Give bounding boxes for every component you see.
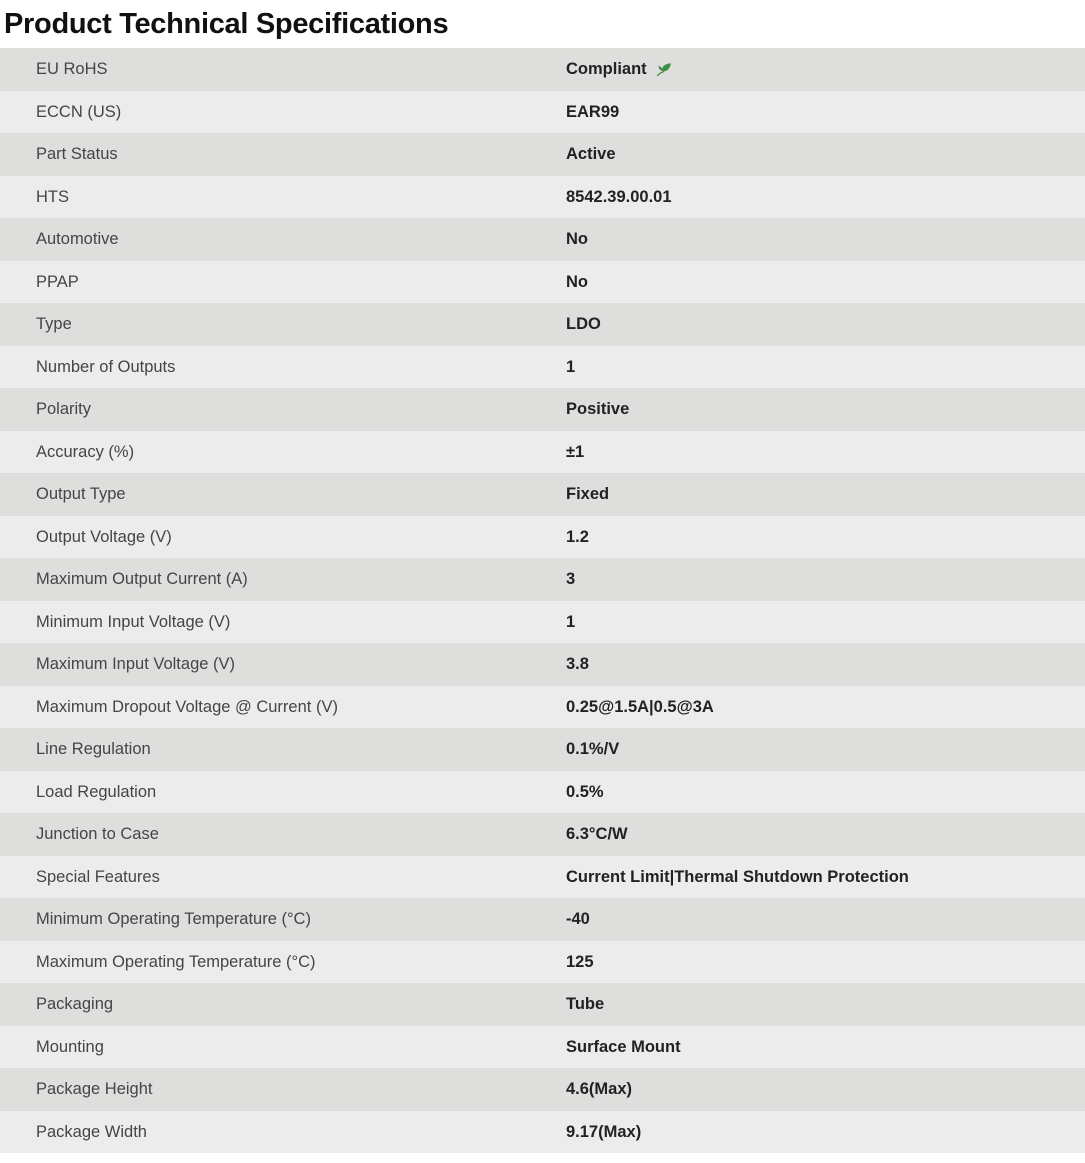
spec-attribute-name: Maximum Operating Temperature (°C) <box>36 952 316 971</box>
spec-attribute-name: EU RoHS <box>36 60 108 79</box>
spec-value-text: 0.1%/V <box>566 740 620 759</box>
spec-attribute-value <box>566 261 1085 304</box>
spec-value-wrap <box>566 782 1085 802</box>
table-row <box>0 558 1085 601</box>
table-row <box>0 601 1085 644</box>
spec-attribute-value <box>566 941 1085 984</box>
spec-attribute-value <box>566 643 1085 686</box>
spec-attribute-value <box>566 813 1085 856</box>
spec-value-text: Active <box>566 145 616 164</box>
spec-attribute-value <box>566 91 1085 134</box>
spec-attribute-name: Output Voltage (V) <box>36 527 172 546</box>
spec-value-text: Fixed <box>566 485 610 504</box>
spec-value-text: 3.8 <box>566 655 589 674</box>
spec-attribute-value <box>566 983 1085 1026</box>
spec-value-text: -40 <box>566 910 590 929</box>
spec-attribute-name: Accuracy (%) <box>36 442 135 461</box>
spec-value-wrap <box>566 272 1085 292</box>
specifications-table <box>0 48 1085 1153</box>
table-row <box>0 516 1085 559</box>
spec-attribute-value <box>566 176 1085 219</box>
spec-value-text: Positive <box>566 400 630 419</box>
spec-attribute-name: HTS <box>36 187 69 206</box>
spec-value-wrap <box>566 187 1085 207</box>
spec-value-wrap <box>566 484 1085 504</box>
table-row <box>0 941 1085 984</box>
table-row <box>0 133 1085 176</box>
spec-attribute-value <box>566 133 1085 176</box>
spec-value-wrap <box>566 952 1085 972</box>
spec-value-wrap <box>566 229 1085 249</box>
spec-value-wrap <box>566 739 1085 759</box>
spec-attribute-value <box>566 558 1085 601</box>
spec-value-text: 4.6(Max) <box>566 1080 633 1099</box>
table-row <box>0 771 1085 814</box>
spec-value-wrap <box>566 1037 1085 1057</box>
spec-attribute-value <box>566 388 1085 431</box>
spec-value-text: LDO <box>566 315 601 334</box>
table-row <box>0 91 1085 134</box>
spec-attribute-name: Polarity <box>36 400 92 419</box>
table-row <box>0 1068 1085 1111</box>
spec-value-wrap <box>566 697 1085 717</box>
spec-attribute-name: Load Regulation <box>36 782 157 801</box>
spec-attribute-name: Number of Outputs <box>36 357 176 376</box>
table-row <box>0 1026 1085 1069</box>
table-row <box>0 176 1085 219</box>
spec-attribute-name: Minimum Operating Temperature (°C) <box>36 910 311 929</box>
spec-attribute-name: Automotive <box>36 230 119 249</box>
spec-attribute-value <box>566 728 1085 771</box>
spec-attribute-value <box>566 1026 1085 1069</box>
spec-value-wrap <box>566 867 1085 887</box>
table-row <box>0 643 1085 686</box>
table-row <box>0 346 1085 389</box>
spec-value-wrap <box>566 527 1085 547</box>
spec-value-text: EAR99 <box>566 102 620 121</box>
spec-attribute-name: Maximum Dropout Voltage @ Current (V) <box>36 697 338 716</box>
spec-value-wrap <box>566 442 1085 462</box>
spec-value-text: Tube <box>566 995 605 1014</box>
spec-value-text: No <box>566 272 588 291</box>
spec-value-wrap <box>566 612 1085 632</box>
spec-attribute-value <box>566 431 1085 474</box>
spec-value-text: 3 <box>566 570 576 589</box>
spec-attribute-value <box>566 1068 1085 1111</box>
spec-value-text: Surface Mount <box>566 1037 681 1056</box>
table-row <box>0 983 1085 1026</box>
spec-attribute-value <box>566 303 1085 346</box>
spec-value-text: 1 <box>566 612 576 631</box>
spec-value-text: 125 <box>566 952 594 971</box>
spec-value-wrap <box>566 144 1085 164</box>
spec-attribute-name: ECCN (US) <box>36 102 122 121</box>
spec-attribute-value <box>566 856 1085 899</box>
spec-value-text: Compliant <box>566 60 647 79</box>
table-row <box>0 431 1085 474</box>
spec-attribute-value <box>566 48 1085 91</box>
table-row <box>0 856 1085 899</box>
spec-value-wrap <box>566 399 1085 419</box>
spec-attribute-name: Package Height <box>36 1080 153 1099</box>
spec-value-text: Current Limit|Thermal Shutdown Protection <box>566 867 909 886</box>
spec-attribute-name: PPAP <box>36 272 79 291</box>
spec-attribute-value <box>566 686 1085 729</box>
spec-attribute-name: Special Features <box>36 867 160 886</box>
table-row <box>0 1111 1085 1154</box>
spec-attribute-name: Line Regulation <box>36 740 151 759</box>
table-row <box>0 686 1085 729</box>
leaf-icon <box>655 60 673 78</box>
table-row <box>0 48 1085 91</box>
spec-attribute-value <box>566 898 1085 941</box>
spec-attribute-name: Package Width <box>36 1122 147 1141</box>
spec-value-wrap <box>566 1079 1085 1099</box>
table-row <box>0 813 1085 856</box>
spec-attribute-name: Part Status <box>36 145 118 164</box>
table-row <box>0 261 1085 304</box>
page-title: Product Technical Specifications <box>4 8 449 40</box>
spec-attribute-name: Output Type <box>36 485 126 504</box>
spec-value-text: 8542.39.00.01 <box>566 187 672 206</box>
spec-value-text: No <box>566 230 588 249</box>
spec-value-wrap <box>566 357 1085 377</box>
table-row <box>0 898 1085 941</box>
table-row <box>0 473 1085 516</box>
spec-value-wrap <box>566 314 1085 334</box>
spec-value-wrap <box>566 994 1085 1014</box>
spec-value-text: 0.25@1.5A|0.5@3A <box>566 697 714 716</box>
spec-attribute-name: Maximum Output Current (A) <box>36 570 248 589</box>
spec-value-wrap <box>566 102 1085 122</box>
table-row <box>0 303 1085 346</box>
spec-value-wrap <box>566 654 1085 674</box>
spec-attribute-value <box>566 771 1085 814</box>
spec-value-text: 6.3°C/W <box>566 825 628 844</box>
spec-value-wrap <box>566 1122 1085 1142</box>
spec-attribute-value <box>566 473 1085 516</box>
spec-value-wrap <box>566 909 1085 929</box>
spec-attribute-name: Packaging <box>36 995 114 1014</box>
spec-value-wrap <box>566 59 1085 79</box>
spec-attribute-name: Mounting <box>36 1037 104 1056</box>
spec-value-text: ±1 <box>566 442 585 461</box>
spec-value-wrap <box>566 569 1085 589</box>
spec-attribute-name: Maximum Input Voltage (V) <box>36 655 235 674</box>
table-row <box>0 388 1085 431</box>
table-row <box>0 728 1085 771</box>
spec-value-wrap <box>566 824 1085 844</box>
spec-attribute-value <box>566 346 1085 389</box>
spec-attribute-name: Junction to Case <box>36 825 159 844</box>
spec-attribute-value <box>566 516 1085 559</box>
spec-value-text: 0.5% <box>566 782 604 801</box>
spec-attribute-name: Minimum Input Voltage (V) <box>36 612 231 631</box>
spec-value-text: 1.2 <box>566 527 589 546</box>
spec-attribute-name: Type <box>36 315 72 334</box>
spec-value-text: 1 <box>566 357 576 376</box>
table-row <box>0 218 1085 261</box>
spec-value-text: 9.17(Max) <box>566 1122 642 1141</box>
spec-attribute-value <box>566 218 1085 261</box>
specifications-table-body <box>0 48 1085 1153</box>
spec-attribute-value <box>566 601 1085 644</box>
spec-attribute-value <box>566 1111 1085 1154</box>
